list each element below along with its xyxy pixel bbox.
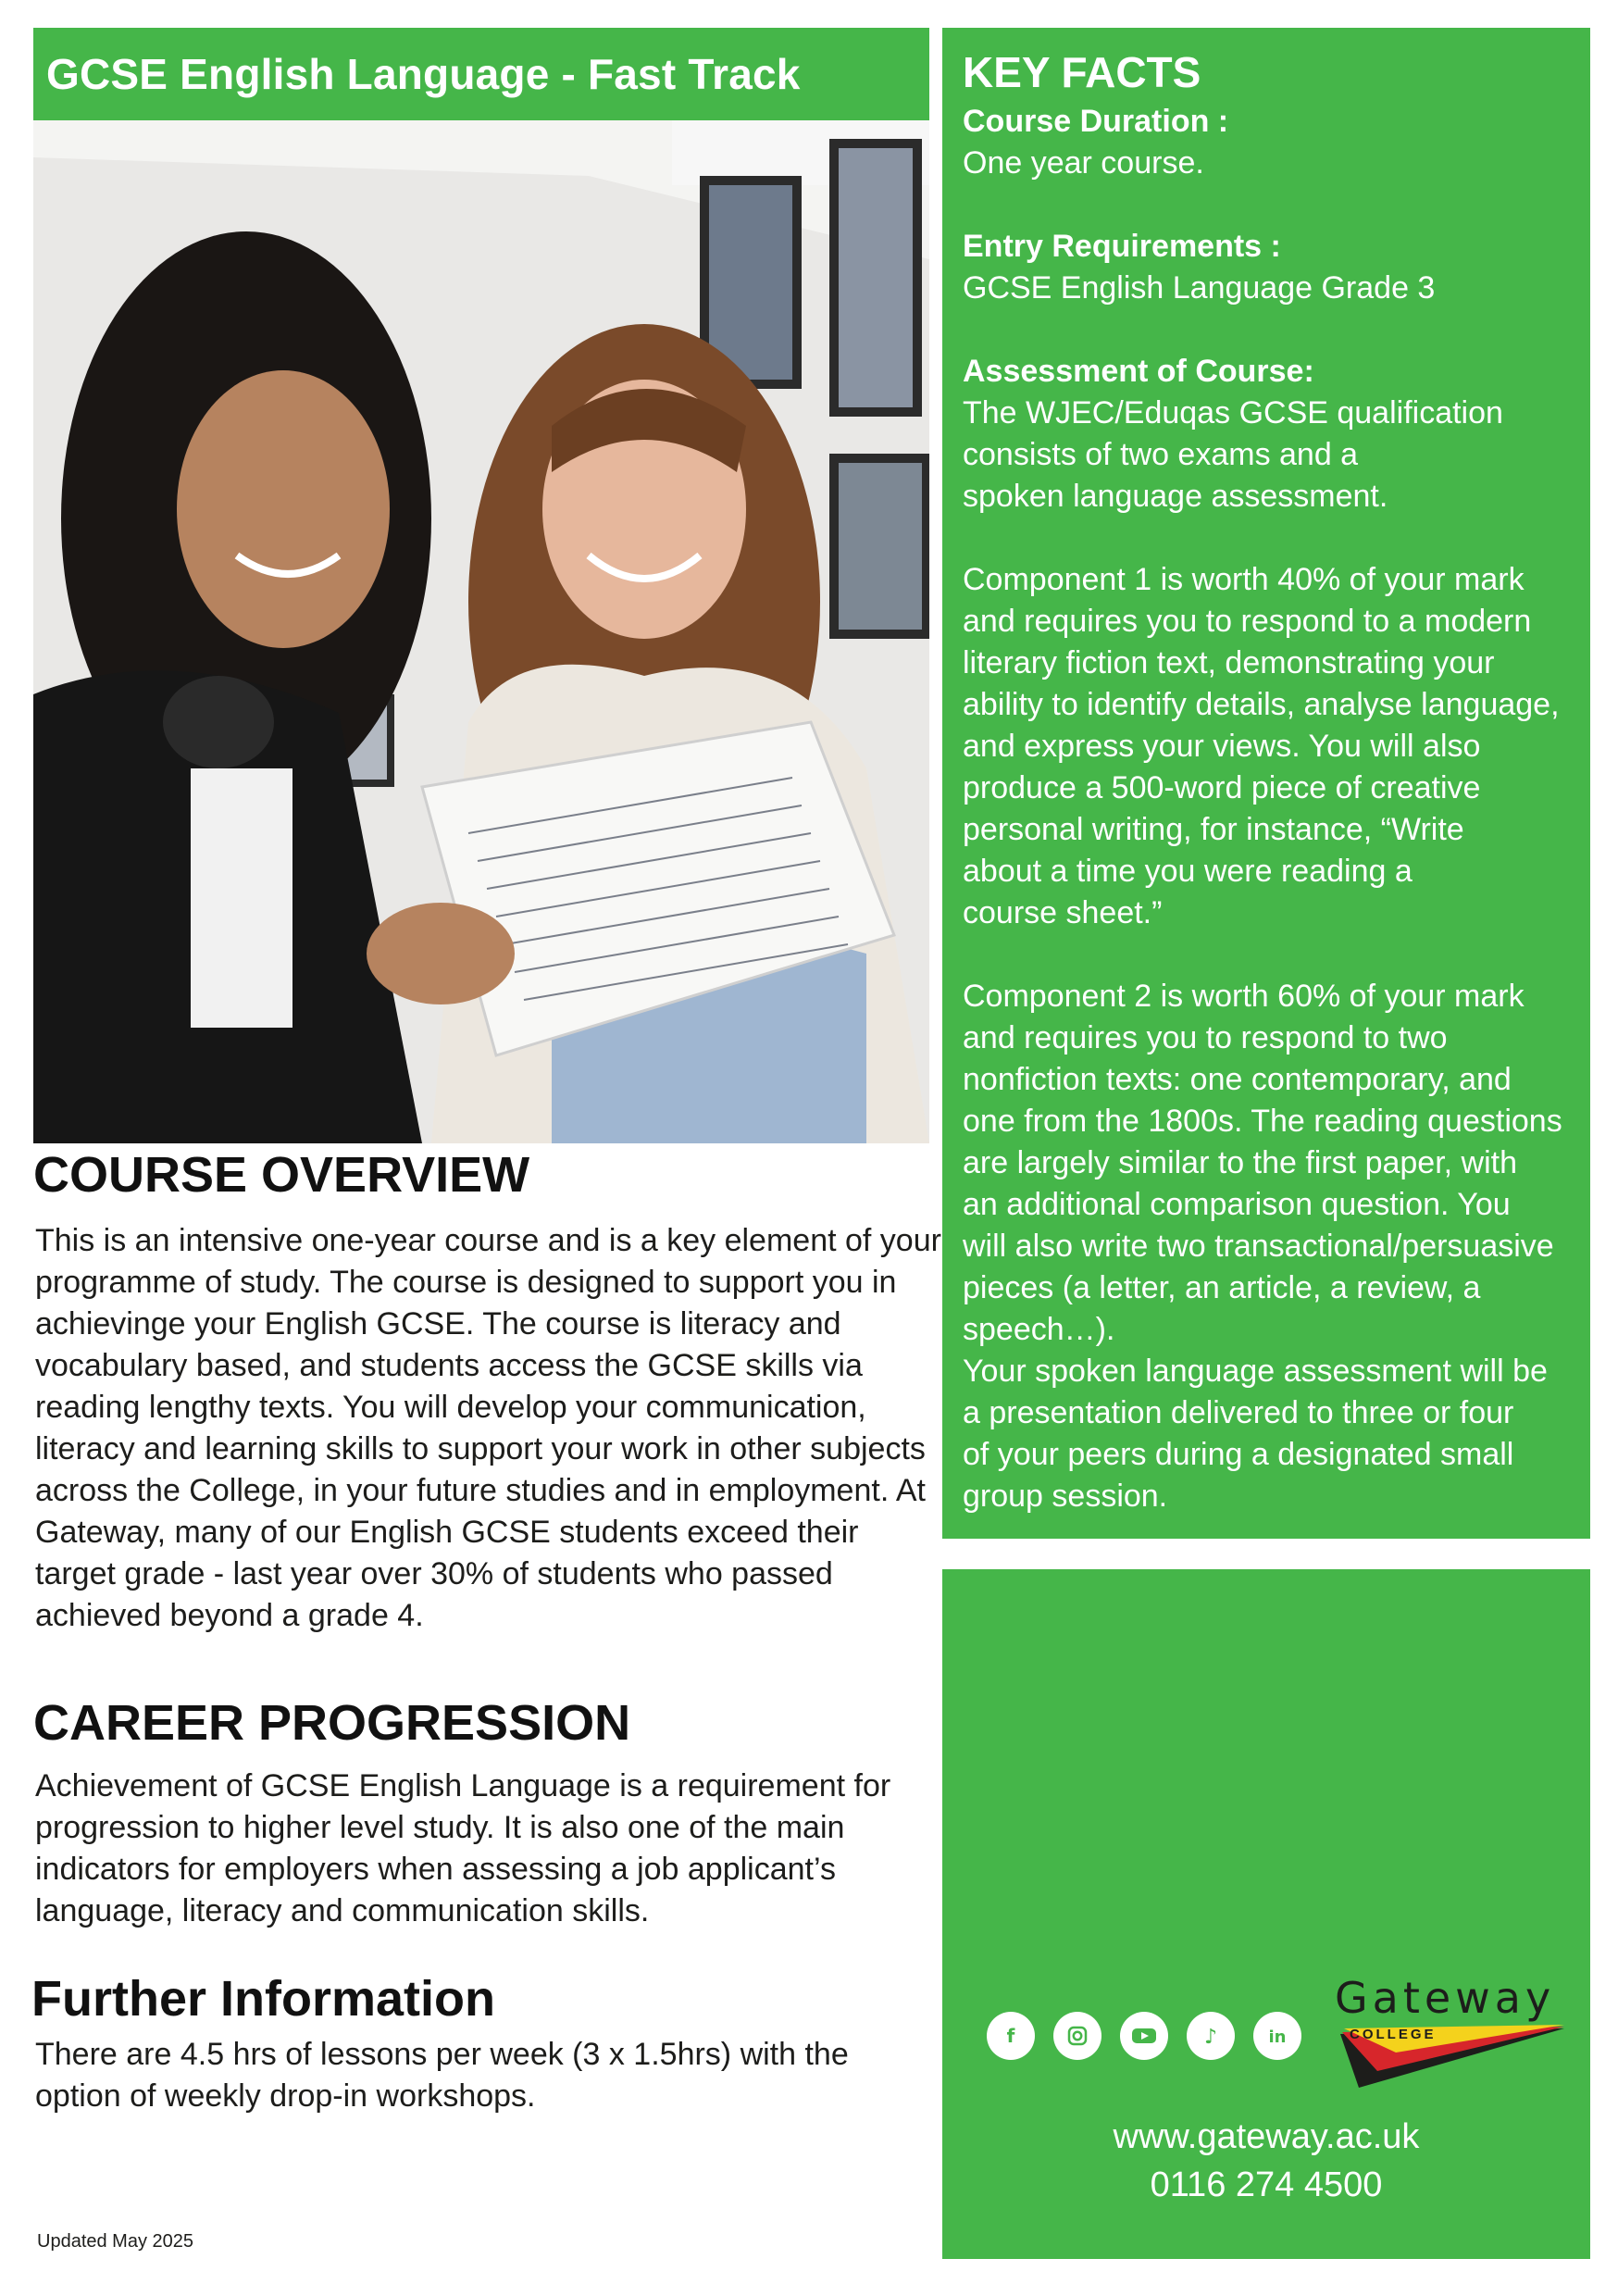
key-facts-panel	[942, 28, 1590, 1539]
updated-date: Updated May 2025	[37, 2231, 194, 2252]
component-2-text: Component 2 is worth 60% of your mark and requires you to respond to two nonfiction texts: one contemporary, and one from the 1800s. The reading questions are largely similar to the first paper, with an additional comparison question. You will also write two transactional/persuasive pieces (a letter, an article, a review, a speech…). Your spoken language assessment will be a presentation delivered to three or four of your peers during a designated small group session.	[963, 978, 1562, 1514]
youtube-icon[interactable]	[1120, 2012, 1168, 2060]
gateway-college-logo	[1322, 1973, 1572, 2099]
logo-wordmark: Gateway	[1335, 1973, 1556, 2023]
duration-label: Course Duration :	[963, 103, 1229, 139]
social-links	[987, 2012, 1301, 2060]
phone-number: 0116 274 4500	[1150, 2165, 1383, 2204]
assessment-label: Assessment of Course:	[963, 353, 1314, 389]
assessment-intro: The WJEC/Eduqas GCSE qualification consists of two exams and a spoken language assessment.	[963, 394, 1503, 514]
svg-text:f: f	[1006, 2025, 1015, 2047]
entry-requirements-value: GCSE English Language Grade 3	[963, 269, 1436, 306]
career-progression-heading: CAREER PROGRESSION	[33, 1695, 631, 1751]
logo-subtitle: COLLEGE	[1350, 2027, 1437, 2042]
career-progression-text: Achievement of GCSE English Language is a requirement for progression to higher level study. It is also one of the main indicators for employers when assessing a job applicant’s language, literacy and communication skills.	[35, 1768, 891, 1928]
entry-requirements-label: Entry Requirements :	[963, 228, 1281, 264]
students-photo	[33, 120, 929, 1143]
linkedin-icon[interactable]	[1253, 2012, 1301, 2060]
further-information-heading: Further Information	[31, 1971, 495, 2027]
website-link[interactable]: www.gateway.ac.uk	[1113, 2117, 1420, 2156]
tiktok-icon[interactable]	[1187, 2012, 1235, 2060]
svg-text:♪: ♪	[1203, 2026, 1218, 2049]
further-information-text: There are 4.5 hrs of lessons per week (3 x 1.5hrs) with the option of weekly drop-in workshops.	[35, 2037, 849, 2114]
page-title: GCSE English Language - Fast Track	[46, 50, 801, 98]
course-overview-heading: COURSE OVERVIEW	[33, 1147, 530, 1203]
instagram-icon[interactable]	[1053, 2012, 1101, 2060]
key-facts-heading: KEY FACTS	[963, 48, 1201, 96]
duration-value: One year course.	[963, 144, 1204, 181]
title-bar	[33, 28, 929, 120]
facebook-icon[interactable]	[987, 2012, 1035, 2060]
course-overview-text: This is an intensive one-year course and is a key element of your programme of study. The course is designed to support you in achievinge your English GCSE. The course is literacy and vocabulary based, and students access the GCSE skills via reading lengthy texts. You will develop your communication, literacy and learning skills to support your work in other subjects across the College, in your future studies and in employment. At Gateway, many of our English GCSE students exceed their target grade - last year over 30% of students who passed achieved beyond a grade 4.	[35, 1223, 941, 1633]
contact-panel	[942, 1569, 1590, 2259]
component-1-text: Component 1 is worth 40% of your mark and requires you to respond to a modern literary fiction text, demonstrating your ability to identify details, analyse language, and express your views. You will also produce a 500-word piece of creative personal writing, for instance, “Write about a time you were reading a course sheet.”	[963, 561, 1560, 930]
svg-text:in: in	[1268, 2028, 1287, 2047]
